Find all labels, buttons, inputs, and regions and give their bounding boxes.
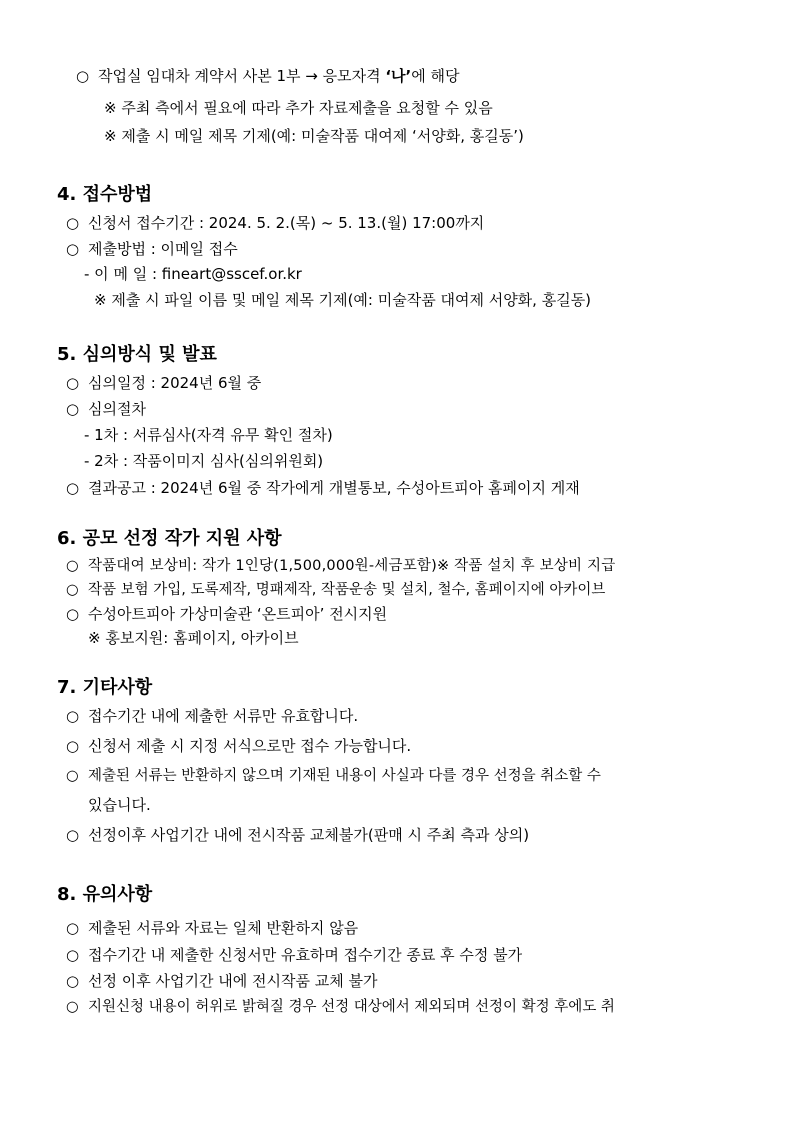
bullet-circle-icon: ○ (66, 558, 79, 574)
section-7-line-3: ○ 제출된 서류는 반환하지 않으며 기재된 내용이 사실과 다를 경우 선정을 취소할 수 (66, 768, 601, 784)
section-4-line-1: ○ 신청서 접수기간 : 2024. 5. 2.(목) ~ 5. 13.(월) 17:00까지 (66, 214, 485, 232)
section-5-title: 5. 심의방식 및 발표 (57, 344, 217, 365)
section-4-line-2: ○ 제출방법 : 이메일 접수 (66, 240, 238, 258)
section-6-title: 6. 공모 선정 작가 지원 사항 (57, 528, 282, 549)
section-6-line-2: ○ 작품 보험 가입, 도록제작, 명패제작, 작품운송 및 설치, 철수, 홈페이지에 아카이브 (66, 582, 606, 598)
bullet-circle-icon: ○ (66, 400, 80, 418)
section-5-line-1: ○ 심의일정 : 2024년 6월 중 (66, 374, 262, 392)
bullet-circle-icon: ○ (66, 919, 80, 937)
bullet-circle-icon: ○ (66, 999, 79, 1015)
bullet-circle-icon: ○ (66, 972, 80, 990)
bullet-circle-icon: ○ (66, 214, 80, 232)
section-7-line-2: ○ 신청서 제출 시 지정 서식으로만 접수 가능합니다. (66, 737, 412, 755)
bullet-circle-icon: ○ (66, 605, 80, 623)
section-8-line-2: ○ 접수기간 내 제출한 신청서만 유효하며 접수기간 종료 후 수정 불가 (66, 946, 523, 964)
section-4-line-4: ※ 제출 시 파일 이름 및 메일 제목 기제(예: 미술작품 대여제 서양화, 홍길동) (94, 291, 592, 309)
section-5-line-2: ○ 심의절차 (66, 400, 146, 418)
section-4-line-3: - 이 메 일 : fineart@sscef.or.kr (84, 265, 302, 283)
section-4-title: 4. 접수방법 (57, 184, 153, 205)
section-8-title: 8. 유의사항 (57, 884, 153, 905)
section-8-line-3: ○ 선정 이후 사업기간 내에 전시작품 교체 불가 (66, 972, 378, 990)
bullet-circle-icon: ○ (66, 946, 80, 964)
section-5-line-5: ○ 결과공고 : 2024년 6월 중 작가에게 개별통보, 수성아트피아 홈페이지 게재 (66, 479, 580, 497)
section-8-line-1: ○ 제출된 서류와 자료는 일체 반환하지 않음 (66, 919, 359, 937)
section-6-line-1: ○ 작품대여 보상비: 작가 1인당(1,500,000원-세금포함)※ 작품 설치 후 보상비 지급 (66, 558, 616, 574)
bullet-circle-icon: ○ (66, 826, 80, 844)
bullet-circle-icon: ○ (66, 768, 79, 784)
section-7-line-1: ○ 접수기간 내에 제출한 서류만 유효합니다. (66, 707, 359, 725)
section-6-line-4: ※ 홍보지원: 홈페이지, 아카이브 (88, 629, 299, 647)
bullet-circle-icon: ○ (66, 240, 80, 258)
intro-note-2: ※ 제출 시 메일 제목 기제(예: 미술작품 대여제 ‘서양화, 홍길동’) (104, 127, 524, 145)
section-7-title: 7. 기타사항 (57, 677, 153, 698)
bullet-circle-icon: ○ (66, 582, 79, 598)
section-5-line-3: - 1차 : 서류심사(자격 유무 확인 절차) (84, 426, 333, 444)
intro-bullet-1: ○ 작업실 임대차 계약서 사본 1부 → 응모자격 ‘나’에 해당 (76, 67, 460, 85)
bullet-circle-icon: ○ (76, 67, 90, 85)
bullet-circle-icon: ○ (66, 479, 80, 497)
section-8-line-4: ○ 지원신청 내용이 허위로 밝혀질 경우 선정 대상에서 제외되며 선정이 확정 후에도 취 (66, 999, 615, 1015)
section-7-line-4: ○ 선정이후 사업기간 내에 전시작품 교체불가(판매 시 주최 측과 상의) (66, 826, 530, 844)
intro-note-1: ※ 주최 측에서 필요에 따라 추가 자료제출을 요청할 수 있음 (104, 99, 493, 117)
bullet-circle-icon: ○ (66, 707, 80, 725)
bullet-circle-icon: ○ (66, 737, 80, 755)
section-6-line-3: ○ 수성아트피아 가상미술관 ‘온트피아’ 전시지원 (66, 605, 388, 623)
bullet-circle-icon: ○ (66, 374, 80, 392)
section-5-line-4: - 2차 : 작품이미지 심사(심의위원회) (84, 452, 324, 470)
section-7-line-3-cont: 있습니다. (88, 796, 151, 814)
